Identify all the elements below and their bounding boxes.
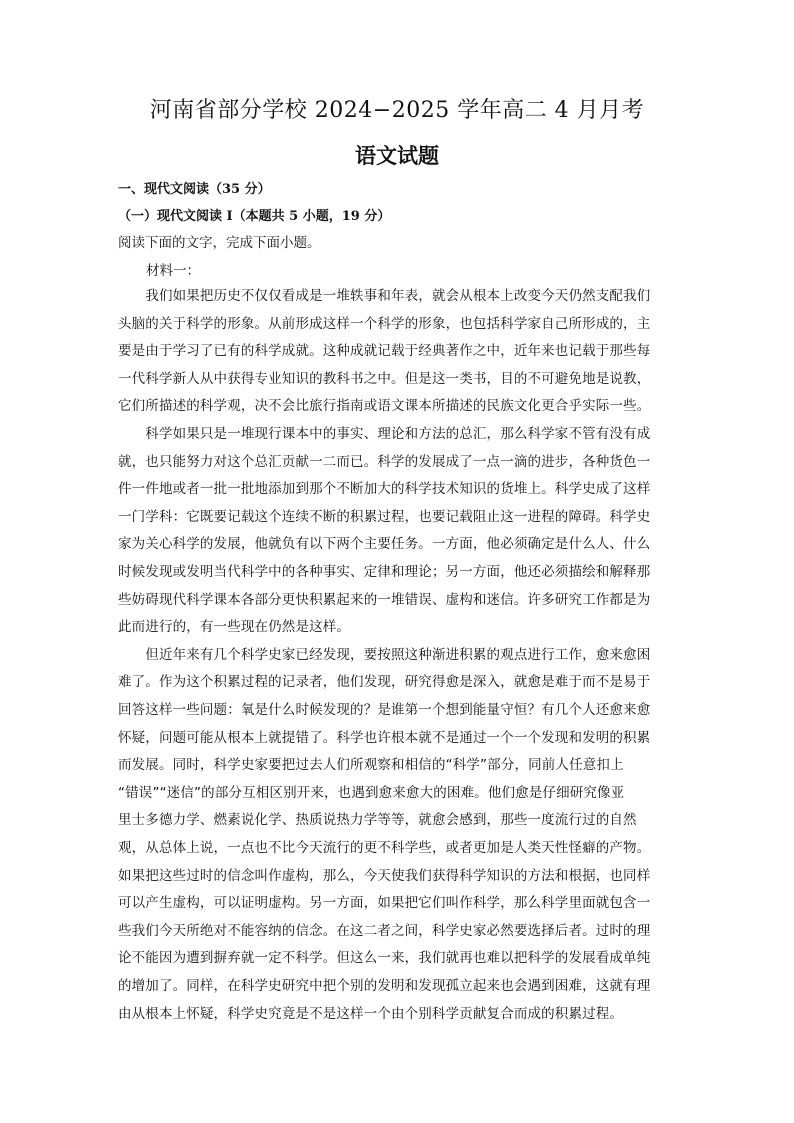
reading-instruction: 阅读下面的文字，完成下面小题。	[118, 235, 321, 251]
material-label: 材料一：	[146, 263, 200, 279]
passage-line: 的增加了。同样，在科学史研究中把个别的发明和发现孤立起来也会遇到困难，这就有理	[118, 978, 651, 994]
passage-line: 而发展。同时，科学史家要把过去人们所观察和相信的“科学”部分，同前人任意扣上	[118, 757, 624, 774]
subsection-heading-reading-1: （一）现代文阅读 I（本题共 5 小题，19 分）	[118, 209, 391, 224]
passage-line: 家为关心科学的发展，他就负有以下两个主要任务。一方面，他必须确定是什么人、什么	[118, 536, 651, 553]
passage-line: 我们如果把历史不仅仅看成是一堆轶事和年表，就会从根本上改变今天仍然支配我们	[118, 288, 651, 304]
passage-line: 它们所描述的科学观，决不会比旅行指南或语文课本所描述的民族文化更合乎实际一些。	[118, 398, 651, 415]
passage-line: 论不能因为遭到摒弃就一定不科学。但这么一来，我们就再也难以把科学的发展看成单纯	[118, 950, 651, 967]
passage-line: 时候发现或发明当代科学中的各种事实、定律和理论；另一方面，他还必须描绘和解释那	[118, 564, 651, 580]
passage-line: 可以产生虚构，可以证明虚构。另一方面，如果把它们叫作科学，那么科学里面就包含一	[118, 895, 651, 912]
passage-line: 要是由于学习了已有的科学成就。这种成就记载于经典著作之中，近年来也记载于那些每	[118, 343, 651, 360]
passage-line: “错误”“迷信”的部分互相区别开来，也遇到愈来愈大的困难。他们愈是仔细研究像亚	[118, 784, 625, 801]
passage-line: 但近年来有几个科学史家已经发现，要按照这种渐进积累的观点进行工作，愈来愈困	[118, 646, 651, 663]
passage-line: 怀疑，问题可能从根本上就提错了。科学也许根本就不是通过一个一个发现和发明的积累	[118, 729, 651, 746]
passage-line: 由从根本上怀疑，科学史究竟是不是这样一个由个别科学贡献复合而成的积累过程。	[118, 1005, 624, 1022]
exam-title: 河南省部分学校 2024−2025 学年高二 4 月月考	[149, 98, 645, 123]
passage-line: 就，也只能努力对这个总汇贡献一二而已。科学的发展成了一点一滴的进步，各种货色一	[118, 453, 651, 470]
passage-line: 些我们今天所绝对不能容纳的信念。在这二者之间，科学史家必然要选择后者。过时的理	[118, 922, 651, 939]
passage-line: 此而进行的，有一些现在仍然是这样。	[118, 619, 351, 636]
passage-line: 难了。作为这个积累过程的记录者，他们发现，研究得愈是深入，就愈是难于而不是易于	[118, 674, 651, 691]
passage-line: 头脑的关于科学的形象。从前形成这样一个科学的形象，也包括科学家自己所形成的，主	[118, 315, 651, 332]
passage-line: 回答这样一些问题：氧是什么时候发现的？是谁第一个想到能量守恒？有几个人还愈来愈	[118, 702, 651, 718]
passage-line: 里士多德力学、燃素说化学、热质说热力学等等，就愈会感到，那些一度流行过的自然	[118, 812, 637, 829]
passage-line: 一门学科：它既要记载这个连续不断的积累过程，也要记载阻止这一进程的障碍。科学史	[118, 508, 651, 525]
section-heading-reading: 一、现代文阅读（35 分）	[118, 182, 271, 197]
exam-subtitle: 语文试题	[355, 143, 439, 168]
passage-line: 件一件地或者一批一批地添加到那个不断加大的科学技术知识的货堆上。科学史成了这样	[118, 481, 651, 498]
passage-line: 观，从总体上说，一点也不比今天流行的更不科学些，或者更加是人类天性怪癖的产物。	[118, 840, 651, 856]
passage-line: 如果把这些过时的信念叫作虚构，那么，今天使我们获得科学知识的方法和根据，也同样	[118, 867, 651, 884]
passage-line: 一代科学新人从中获得专业知识的教科书之中。但是这一类书，目的不可避免地是说教，	[118, 370, 651, 387]
passage-line: 科学如果只是一堆现行课本中的事实、理论和方法的总汇，那么科学家不管有没有成	[118, 426, 651, 442]
passage-line: 些妨碍现代科学课本各部分更快积累起来的一堆错误、虚构和迷信。许多研究工作都是为	[118, 591, 651, 608]
